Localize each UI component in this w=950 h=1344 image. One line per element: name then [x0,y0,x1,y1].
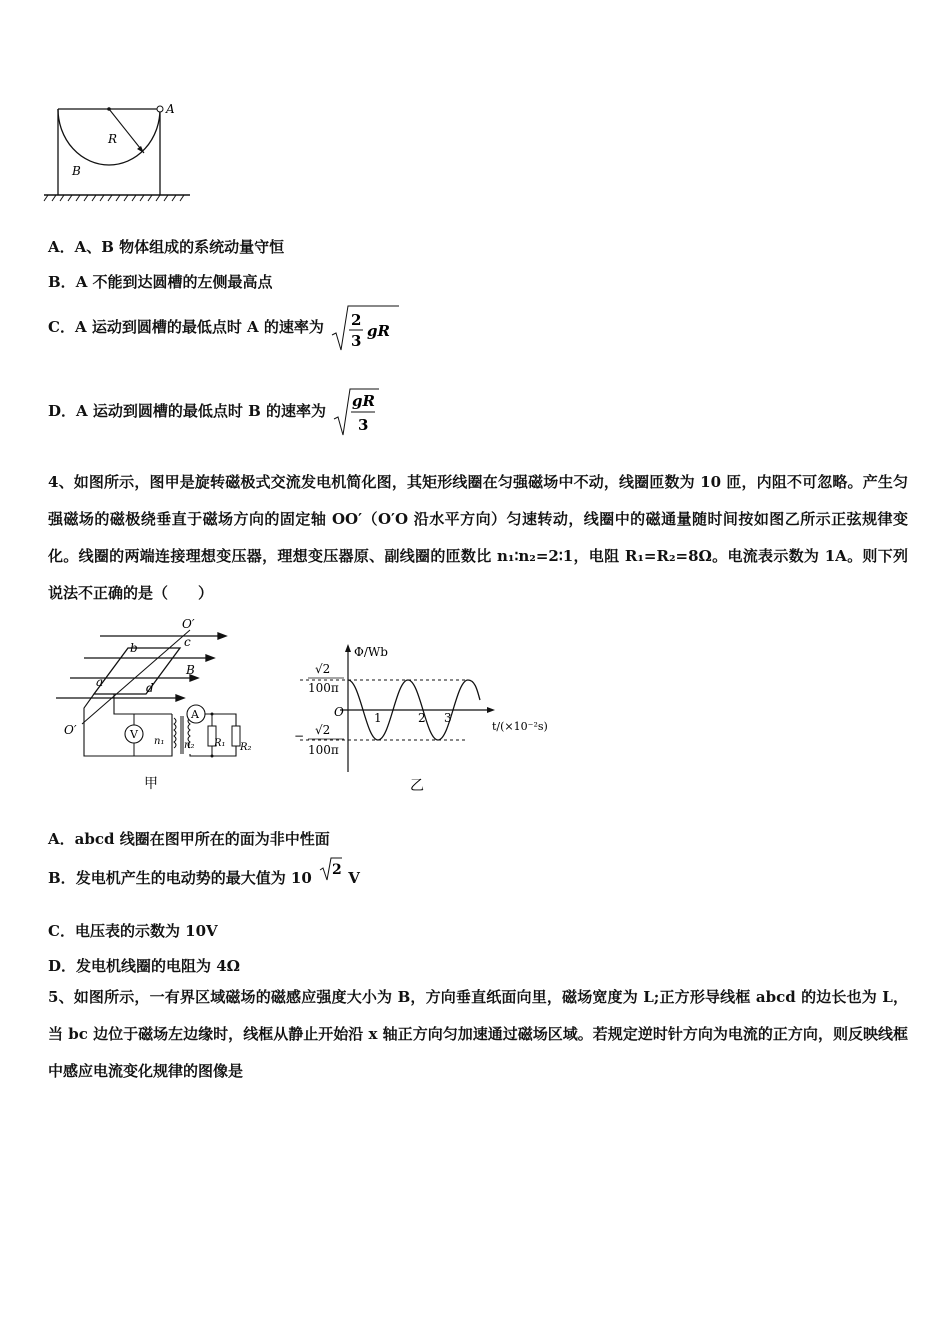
svg-text:1: 1 [374,711,382,725]
svg-text:n₂: n₂ [184,740,195,751]
svg-text:Φ/Wb: Φ/Wb [354,645,388,659]
q4-option-b: B．发电机产生的电动势的最大值为 10 2 V [48,866,360,892]
svg-text:O: O [334,705,344,719]
svg-text:d: d [146,681,154,695]
trough-figure [40,95,200,205]
svg-text:3: 3 [358,416,369,434]
svg-text:√2: √2 [315,662,331,676]
caption-jia: 甲 [144,776,158,792]
svg-text:−: − [294,729,305,743]
generator-figure [40,616,280,801]
q4-stem: 4、如图所示，图甲是旋转磁极式交流发电机简化图，其矩形线圈在匀强磁场中不动，线圈匝数为 10 匝，内阻不可忽略。产生匀强磁场的磁极绕垂直于磁场方向的固定轴 OO′（O′O 沿水平方向）匀速转动，线圈中的磁通量随时间按如图乙所示正弦规律变化。线圈的两端连接理想变压器，理想变压器原、副线圈的匝数比 n₁∶n₂=2∶1，电阻 R₁=R₂=8Ω。电流表示数为 1A。则下列说法不正确的是（ ） [48,473,908,602]
svg-text:2: 2 [332,862,342,878]
svg-text:gR: gR [352,392,376,410]
svg-text:3: 3 [444,711,452,725]
svg-text:c: c [184,635,191,649]
label-B: B [72,164,81,178]
q3-option-a: A．A、B 物体组成的系统动量守恒 [48,238,285,256]
q4-option-c: C．电压表的示数为 10V [48,922,218,940]
label-R: R [108,132,118,146]
q4-option-a: A．abcd 线圈在图甲所在的面为非中性面 [48,830,330,848]
sqrt-expression [333,386,383,438]
q3-option-d: D．A 运动到圆槽的最低点时 B 的速率为 gR 3 [48,386,383,438]
svg-text:a: a [96,675,104,689]
svg-text:t/(×10⁻²s): t/(×10⁻²s) [492,720,548,733]
caption-yi: 乙 [410,778,424,794]
svg-text:2: 2 [351,311,362,329]
label-A: A [166,102,175,116]
svg-text:A: A [191,708,199,721]
svg-text:3: 3 [351,332,362,350]
svg-text:2: 2 [418,711,426,725]
sqrt-expression [331,303,401,353]
q5-stem: 5、如图所示，一有界区域磁场的磁感应强度大小为 B，方向垂直纸面向里，磁场宽度为 L;正方形导线框 abcd 的边长也为 L，当 bc 边位于磁场左边缘时，线框从静止开始沿 x 轴正方向匀加速通过磁场区域。若规定逆时针方向为电流的正方向，则反映线框中感应电流变化规律的图像是 [48,988,908,1080]
q3-option-b: B．A 不能到达圆槽的左侧最高点 [48,273,273,291]
q4-option-d: D．发电机线圈的电阻为 4Ω [48,957,241,975]
svg-text:100π: 100π [308,743,339,757]
svg-text:√2: √2 [315,723,331,737]
svg-text:V: V [130,728,138,741]
svg-text:O′: O′ [64,723,77,737]
svg-text:R₁: R₁ [214,738,226,749]
flux-graph [290,640,580,800]
svg-text:b: b [130,641,138,655]
svg-text:B: B [186,663,195,677]
svg-text:R₂: R₂ [240,742,252,753]
svg-text:100π: 100π [308,681,339,695]
sqrt-expression [319,862,343,892]
svg-text:O′: O′ [182,617,195,631]
svg-text:n₁: n₁ [154,736,165,747]
q3-option-c: C．A 运动到圆槽的最低点时 A 的速率为 2 3 gR [48,303,401,353]
svg-text:gR: gR [367,322,391,340]
